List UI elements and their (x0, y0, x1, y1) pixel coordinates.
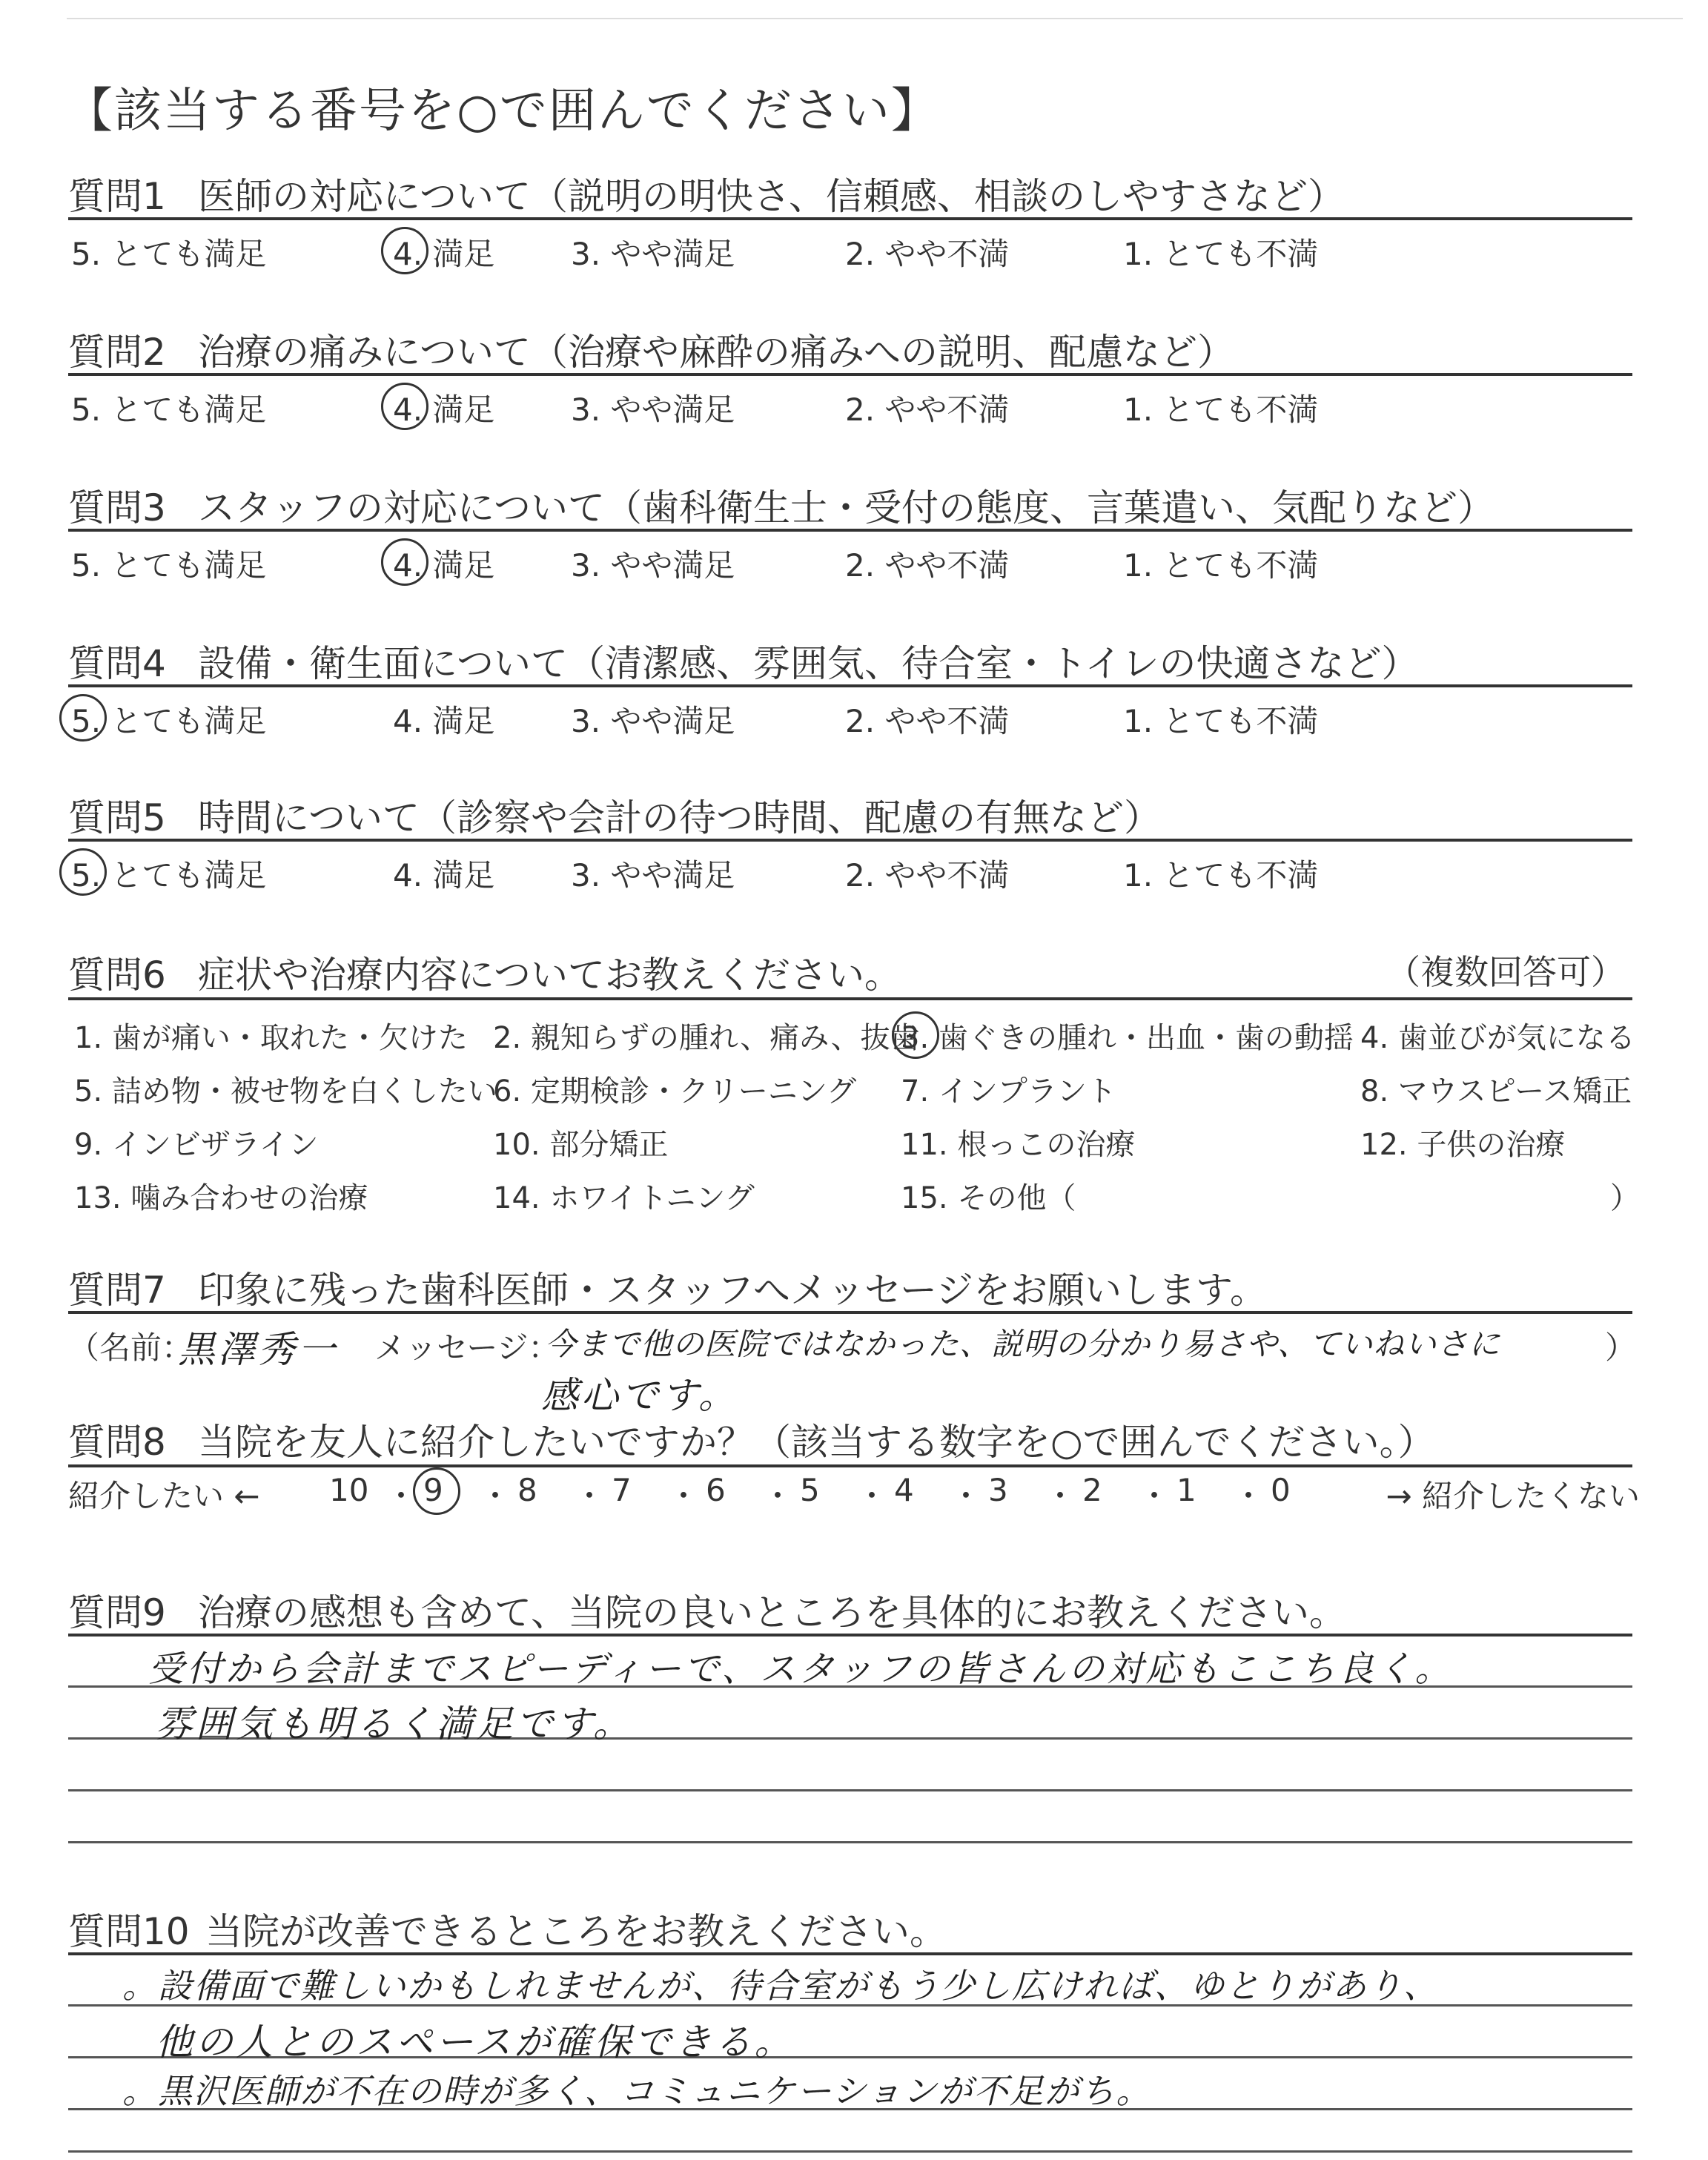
q2-option[interactable]: 2. やや不満 (845, 392, 1010, 428)
q7-message-line2: 感心です。 (541, 1374, 738, 1417)
q5-number: 質問5 (68, 796, 166, 839)
q3-text: スタッフの対応について（歯科衛生士・受付の態度、言葉遣い、気配りなど） (198, 486, 1494, 529)
q4-number: 質問4 (68, 642, 166, 685)
q8-scale-separator: ・ (856, 1478, 888, 1514)
q8-right-label: → 紹介したくない (1386, 1478, 1640, 1514)
q8-scale (68, 1472, 1640, 1516)
q6-choice[interactable]: 2. 親知らずの腫れ、痛み、抜歯 (493, 1021, 920, 1055)
q1-option[interactable]: 3. やや満足 (571, 236, 735, 272)
q1-rule (68, 217, 1632, 220)
q7-close-paren: ） (1605, 1330, 1637, 1366)
q2-heading (68, 323, 1234, 376)
q7-heading (68, 1261, 1267, 1314)
q2-option[interactable]: 4. 満足 (393, 392, 495, 428)
q5-option[interactable]: 5. とても満足 (71, 857, 267, 894)
q8-scale-value[interactable]: 5 (800, 1472, 820, 1508)
q7-number: 質問7 (68, 1269, 166, 1312)
q7-rule (68, 1311, 1632, 1314)
q10-heading (68, 1902, 947, 1955)
q8-left-label: 紹介したい ← (68, 1478, 260, 1514)
q8-scale-value[interactable]: 9 (423, 1472, 443, 1508)
q8-scale-separator: ・ (762, 1478, 794, 1514)
q8-scale-value[interactable]: 10 (329, 1472, 369, 1508)
q3-number: 質問3 (68, 486, 166, 529)
q6-choice[interactable]: 8. マウスピース矯正 (1360, 1074, 1632, 1109)
selected-circle-mark (892, 1011, 939, 1059)
q6-multiple-note: （複数回答可） (1386, 952, 1625, 992)
q1-heading (68, 167, 1345, 220)
q6-number: 質問6 (68, 954, 166, 997)
q8-scale-value[interactable]: 4 (894, 1472, 914, 1508)
q5-option[interactable]: 2. やや不満 (845, 857, 1010, 894)
q2-option[interactable]: 1. とても不満 (1123, 392, 1319, 428)
q5-text: 時間について（診察や会計の待つ時間、配慮の有無など） (198, 796, 1161, 839)
q10-rule (68, 1952, 1632, 1955)
q7-message-line1: 今まで他の医院ではなかった、説明の分かり易さや、ていねいさに (545, 1326, 1501, 1362)
q6-choice: ） (1610, 1181, 1640, 1215)
q6-choice[interactable]: 7. インプラント (901, 1074, 1116, 1109)
q4-option[interactable]: 4. 満足 (393, 703, 495, 739)
q8-scale-separator: ・ (480, 1478, 512, 1514)
q5-option[interactable]: 3. やや満足 (571, 857, 735, 894)
q4-option[interactable]: 1. とても不満 (1123, 703, 1319, 739)
q6-choice[interactable]: 9. インビザライン (74, 1128, 319, 1162)
q10-number: 質問10 (68, 1910, 190, 1953)
q1-option[interactable]: 2. やや不満 (845, 236, 1010, 272)
q8-scale-value[interactable]: 2 (1082, 1472, 1102, 1508)
q10-text: 当院が改善できるところをお教えください。 (205, 1910, 947, 1953)
q5-option[interactable]: 1. とても不満 (1123, 857, 1319, 894)
q4-option[interactable]: 5. とても満足 (71, 703, 267, 739)
q3-option[interactable]: 5. とても満足 (71, 547, 267, 584)
q9-text: 治療の感想も含めて、当院の良いところを具体的にお教えください。 (198, 1591, 1346, 1634)
q9-rule (68, 1634, 1632, 1636)
q4-rule (68, 684, 1632, 687)
q3-heading (68, 478, 1494, 532)
q8-scale-separator: ・ (1233, 1478, 1265, 1514)
q8-scale-value[interactable]: 3 (988, 1472, 1008, 1508)
selected-circle-mark (59, 848, 107, 896)
q10-answer-line3: 。黒沢医師が不在の時が多く、コミュニケーションが不足がち。 (122, 2071, 1152, 2111)
q5-rule (68, 839, 1632, 842)
q6-heading (68, 945, 901, 999)
q8-scale-separator: ・ (950, 1478, 982, 1514)
q6-choice[interactable]: 3. 歯ぐきの腫れ・出血・歯の動揺 (901, 1021, 1354, 1055)
selected-circle-mark (59, 694, 107, 742)
q6-choice[interactable]: 15. その他（ (901, 1181, 1076, 1215)
q7-name-label: （名前： (68, 1330, 193, 1366)
q4-heading (68, 634, 1419, 687)
q8-scale-value[interactable]: 8 (517, 1472, 537, 1508)
q8-scale-separator: ・ (668, 1478, 700, 1514)
q10-answer-line1: 。設備面で難しいかもしれませんが、待合室がもう少し広ければ、ゆとりがあり、 (122, 1966, 1439, 2006)
q6-choice[interactable]: 4. 歯並びが気になる (1360, 1021, 1635, 1055)
q6-choice[interactable]: 13. 噛み合わせの治療 (74, 1181, 368, 1215)
selected-circle-mark (413, 1467, 460, 1515)
q9-answer-line2: 雰囲気も明るく満足です。 (156, 1702, 633, 1745)
q1-option[interactable]: 5. とても満足 (71, 236, 267, 272)
q6-text: 症状や治療内容についてお教えください。 (198, 954, 901, 997)
q6-choice[interactable]: 10. 部分矯正 (493, 1128, 669, 1162)
q10-answer-line2: 他の人とのスペースが確保できる。 (156, 2021, 795, 2064)
q6-choice[interactable]: 11. 根っこの治療 (901, 1128, 1136, 1162)
q2-text: 治療の痛みについて（治療や麻酔の痛みへの説明、配慮など） (198, 331, 1234, 374)
q6-choice[interactable]: 14. ホワイトニング (493, 1181, 755, 1215)
q3-option[interactable]: 4. 満足 (393, 547, 495, 584)
q4-text: 設備・衛生面について（清潔感、雰囲気、待合室・トイレの快適さなど） (198, 642, 1419, 685)
selected-circle-mark (381, 383, 428, 430)
q10-writing-line (68, 2150, 1632, 2153)
q2-option[interactable]: 5. とても満足 (71, 392, 267, 428)
q7-name-handwritten: 黒澤秀一 (178, 1328, 338, 1371)
q5-heading (68, 788, 1161, 842)
q6-choice[interactable]: 6. 定期検診・クリーニング (493, 1074, 857, 1109)
q4-option[interactable]: 2. やや不満 (845, 703, 1010, 739)
q1-option[interactable]: 4. 満足 (393, 236, 495, 272)
q9-heading (68, 1583, 1346, 1636)
q9-writing-line (68, 1789, 1632, 1791)
q9-writing-line (68, 1841, 1632, 1843)
q8-number: 質問8 (68, 1421, 166, 1464)
q8-scale-value[interactable]: 6 (706, 1472, 726, 1508)
q3-option[interactable]: 3. やや満足 (571, 547, 735, 584)
q3-option[interactable]: 1. とても不満 (1123, 547, 1319, 584)
q8-scale-value[interactable]: 7 (612, 1472, 632, 1508)
q5-option[interactable]: 4. 満足 (393, 857, 495, 894)
q9-number: 質問9 (68, 1591, 166, 1634)
q9-answer-line1: 受付から会計までスピーディーで、スタッフの皆さんの対応もここち良く。 (148, 1648, 1454, 1690)
q8-text: 当院を友人に紹介したいですか？（該当する数字を○で囲んでください。） (198, 1421, 1435, 1464)
q8-heading (68, 1413, 1435, 1466)
q7-text: 印象に残った歯科医師・スタッフへメッセージをお願いします。 (198, 1269, 1267, 1312)
q6-choice[interactable]: 5. 詰め物・被せ物を白くしたい (74, 1074, 497, 1109)
page-top-border (67, 18, 1683, 19)
q8-scale-separator: ・ (1139, 1478, 1171, 1514)
q8-scale-value[interactable]: 0 (1271, 1472, 1291, 1508)
selected-circle-mark (381, 227, 428, 274)
q8-scale-separator: ・ (1045, 1478, 1076, 1514)
q6-choice[interactable]: 1. 歯が痛い・取れた・欠けた (74, 1021, 468, 1055)
q8-scale-separator: ・ (574, 1478, 606, 1514)
selected-circle-mark (381, 538, 428, 586)
q3-option[interactable]: 2. やや不満 (845, 547, 1010, 584)
q3-rule (68, 529, 1632, 532)
q8-scale-separator: ・ (385, 1478, 417, 1514)
q7-message-label: メッセージ： (374, 1330, 560, 1366)
q1-option[interactable]: 1. とても不満 (1123, 236, 1319, 272)
q8-rule (68, 1464, 1632, 1467)
q6-choice[interactable]: 12. 子供の治療 (1360, 1128, 1566, 1162)
q6-rule (68, 997, 1632, 1000)
q2-rule (68, 373, 1632, 376)
q1-number: 質問1 (68, 175, 166, 218)
q4-option[interactable]: 3. やや満足 (571, 703, 735, 739)
q8-scale-value[interactable]: 1 (1176, 1472, 1196, 1508)
page-title: 【該当する番号を○で囲んでください】 (65, 84, 940, 139)
q1-text: 医師の対応について（説明の明快さ、信頼感、相談のしやすさなど） (198, 175, 1345, 218)
q2-option[interactable]: 3. やや満足 (571, 392, 735, 428)
q2-number: 質問2 (68, 331, 166, 374)
